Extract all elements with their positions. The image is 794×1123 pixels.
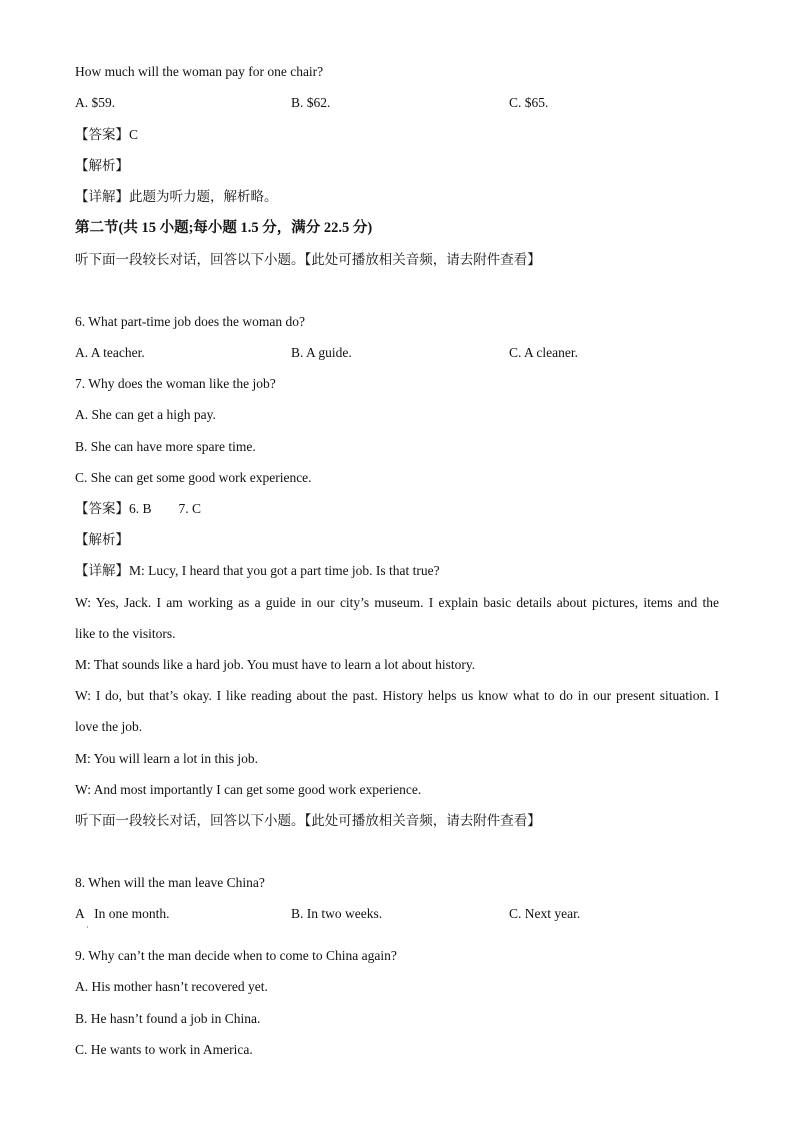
q5-answer: 【答案】C xyxy=(75,127,139,142)
q5-detail: 【详解】此题为听力题，解析略。 xyxy=(75,189,278,204)
q9-option-c: C. He wants to work in America. xyxy=(75,1042,253,1057)
transcript-line-4: M: You will learn a lot in this job. xyxy=(75,751,259,766)
transcript-line-3a: W: I do, but that’s okay. I like reading about the past. History helps us know what to do in our present situation. I xyxy=(75,688,719,703)
stray-dot-mark: · xyxy=(86,923,89,932)
q6-option-a: A. A teacher. xyxy=(75,345,145,360)
q9-option-b: B. He hasn’t found a job in China. xyxy=(75,1011,261,1026)
q8-option-c: C. Next year. xyxy=(509,906,581,921)
q5-question: How much will the woman pay for one chair? xyxy=(75,64,324,79)
q7-option-c: C. She can get some good work experience. xyxy=(75,470,312,485)
q8-question: 8. When will the man leave China? xyxy=(75,875,265,890)
q8-option-b: B. In two weeks. xyxy=(291,906,383,921)
transcript-line-1b: like to the visitors. xyxy=(75,626,176,641)
section-instruction: 听下面一段较长对话，回答以下小题。【此处可播放相关音频，请去附件查看】 xyxy=(75,252,541,267)
q6-option-b: B. A guide. xyxy=(291,345,352,360)
section-heading: 第二节(共 15 小题;每小题 1.5 分，满分 22.5 分) xyxy=(75,220,373,236)
q7-option-b: B. She can have more spare time. xyxy=(75,439,256,454)
q6-question: 6. What part-time job does the woman do? xyxy=(75,314,305,329)
q7-question: 7. Why does the woman like the job? xyxy=(75,376,276,391)
q9-question: 9. Why can’t the man decide when to come to China again? xyxy=(75,948,397,963)
section-instruction-2: 听下面一段较长对话，回答以下小题。【此处可播放相关音频，请去附件查看】 xyxy=(75,813,541,828)
q67-analysis: 【解析】 xyxy=(75,532,129,547)
q8-option-a: A In one month. xyxy=(75,906,170,921)
q5-option-a: A. $59. xyxy=(75,95,116,110)
q6-option-c: C. A cleaner. xyxy=(509,345,578,360)
transcript-line-1a: W: Yes, Jack. I am working as a guide in our city’s museum. I explain basic details about pictures, items and the xyxy=(75,595,719,610)
q5-option-c: C. $65. xyxy=(509,95,549,110)
q67-detail: 【详解】M: Lucy, I heard that you got a part time job. Is that true? xyxy=(75,563,440,578)
q67-answer: 【答案】6. B 7. C xyxy=(75,501,202,516)
q5-analysis: 【解析】 xyxy=(75,158,129,173)
transcript-line-3b: love the job. xyxy=(75,719,143,734)
transcript-line-5: W: And most importantly I can get some good work experience. xyxy=(75,782,422,797)
q9-option-a: A. His mother hasn’t recovered yet. xyxy=(75,979,268,994)
transcript-line-2: M: That sounds like a hard job. You must have to learn a lot about history. xyxy=(75,657,476,672)
q7-option-a: A. She can get a high pay. xyxy=(75,407,216,422)
q5-option-b: B. $62. xyxy=(291,95,331,110)
